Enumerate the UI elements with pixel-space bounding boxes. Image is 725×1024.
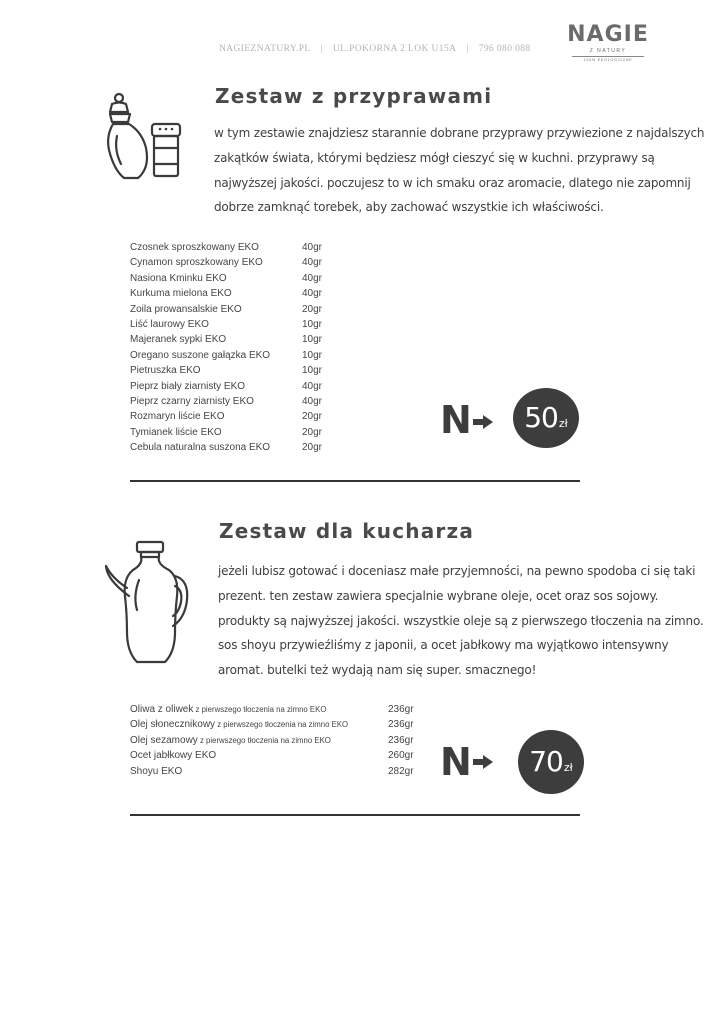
section-description xyxy=(218,559,704,683)
item-name xyxy=(130,717,348,732)
description-line: dobrze zamknąć torebek, aby zachować wszystkie ich właściwości. xyxy=(214,200,604,215)
item-name xyxy=(130,302,242,317)
salt-pepper-shakers-icon xyxy=(104,92,186,182)
item-qty: 10gr xyxy=(302,349,323,361)
brand-n-letter: N xyxy=(440,398,472,442)
brand-n-letter: N xyxy=(440,740,472,784)
item-note: z pierwszego tłoczenia na zimno EKO xyxy=(197,735,331,745)
list-item xyxy=(130,748,430,763)
item-qty: 282gr xyxy=(388,765,414,777)
list-item xyxy=(130,271,350,286)
item-name-text: Tymianek liście EKO xyxy=(130,426,222,438)
price-currency: zł xyxy=(563,761,573,774)
section-title: Zestaw dla kucharza xyxy=(219,519,475,543)
logo-sub: Z NATURY xyxy=(589,48,627,54)
item-qty: 40gr xyxy=(302,380,323,392)
item-name-text: Nasiona Kminku EKO xyxy=(130,272,227,284)
item-name-text: Olej sezamowy xyxy=(130,734,198,746)
price-amount: 50 xyxy=(524,401,558,434)
item-name xyxy=(130,764,182,779)
price-badge xyxy=(518,730,584,794)
website-text: NAGIEZNATURY.PL xyxy=(219,44,311,54)
oil-jug-icon xyxy=(103,540,191,664)
description-line: jeżeli lubisz gotować i doceniasz małe przyjemności, na pewno spodoba ci się taki xyxy=(218,564,696,578)
section-divider xyxy=(130,480,580,482)
separator: | xyxy=(320,44,323,54)
list-item xyxy=(130,702,430,717)
item-name-text: Olej słonecznikowy xyxy=(130,719,216,731)
description-line: najwyższej jakości. poczujesz to w ich smaku oraz aromacie, dlatego nie zapomnij xyxy=(214,175,691,190)
item-note: z pierwszego tłoczenia na zimno EKO xyxy=(193,705,327,714)
item-qty: 20gr xyxy=(302,426,323,438)
item-name xyxy=(130,317,209,332)
price-currency: zł xyxy=(558,417,568,430)
section-divider xyxy=(130,814,580,816)
item-name xyxy=(130,255,263,270)
logo-tag: 100% EKOLOGICZNE xyxy=(572,56,644,62)
item-name xyxy=(130,409,224,424)
item-name-text: Oregano suszone gałązka EKO xyxy=(130,349,271,361)
list-item xyxy=(130,717,430,732)
phone-text: 796 080 088 xyxy=(478,44,531,54)
item-name-text: Liść laurowy EKO xyxy=(130,318,209,330)
item-name-text: Pieprz czarny ziarnisty EKO xyxy=(130,395,254,407)
item-name xyxy=(130,702,326,717)
item-qty: 20gr xyxy=(302,303,323,315)
item-name xyxy=(130,394,254,409)
list-item xyxy=(130,302,350,317)
list-item xyxy=(130,409,350,424)
list-item xyxy=(130,348,350,363)
list-item xyxy=(130,317,350,332)
item-qty: 236gr xyxy=(388,704,414,715)
item-name-text: Zoila prowansalskie EKO xyxy=(130,303,242,315)
arrow-right-icon xyxy=(472,754,494,770)
item-qty: 20gr xyxy=(302,411,323,423)
item-name xyxy=(130,733,331,748)
description-line: prezent. ten zestaw zawiera specjalnie wybrane oleje, ocet oraz sos sojowy. xyxy=(218,588,659,603)
item-name xyxy=(130,440,270,455)
item-qty: 10gr xyxy=(302,318,323,330)
item-qty: 236gr xyxy=(388,734,414,746)
item-name xyxy=(130,379,245,394)
arrow-right-icon xyxy=(472,414,494,430)
list-item xyxy=(130,379,350,394)
price-amount: 70 xyxy=(529,745,563,778)
item-qty: 260gr xyxy=(388,750,414,762)
product-list xyxy=(130,702,430,779)
item-name-text: Czosnek sproszkowany EKO xyxy=(130,242,259,253)
item-name xyxy=(130,332,226,347)
description-line: w tym zestawie znajdziesz starannie dobrane przyprawy przywiezione z najdalszych xyxy=(214,126,705,140)
item-name-text: Pietruszka EKO xyxy=(130,365,201,377)
list-item xyxy=(130,394,350,409)
price-badge xyxy=(513,388,579,448)
contact-bar xyxy=(219,44,531,54)
description-line: sos shoyu przywieźliśmy z japonii, a ocet jabłkowy ma wyjątkowo intensywny xyxy=(218,638,669,653)
list-item xyxy=(130,440,350,455)
item-qty: 40gr xyxy=(302,288,323,300)
description-line: zakątków świata, którymi będziesz mógł cieszyć się w kuchni. przyprawy są xyxy=(214,150,655,165)
item-name-text: Rozmaryn liście EKO xyxy=(130,411,225,423)
product-list xyxy=(130,240,350,455)
item-name xyxy=(130,363,201,378)
item-note: z pierwszego tłoczenia na zimno EKO xyxy=(215,720,349,730)
item-name-text: Kurkuma mielona EKO xyxy=(130,288,232,300)
item-name-text: Shoyu EKO xyxy=(130,765,183,777)
item-qty: 40gr xyxy=(302,257,323,269)
description-line: aromat. butelki też wydają nam się super. smacznego! xyxy=(218,663,537,678)
list-item xyxy=(130,286,350,301)
brand-logo xyxy=(566,24,650,62)
list-item xyxy=(130,255,350,270)
item-name xyxy=(130,748,216,763)
item-name xyxy=(130,286,232,301)
list-item xyxy=(130,240,350,255)
item-qty: 20gr xyxy=(302,442,323,454)
list-item xyxy=(130,764,430,779)
item-qty: 10gr xyxy=(302,334,323,346)
address-text: UL.POKORNA 2 LOK U15A xyxy=(332,44,457,54)
item-qty: 236gr xyxy=(388,719,414,731)
item-name xyxy=(130,348,270,363)
item-name xyxy=(130,271,227,286)
list-item xyxy=(130,332,350,347)
item-name-text: Cynamon sproszkowany EKO xyxy=(130,257,263,269)
item-name-text: Ocet jabłkowy EKO xyxy=(130,750,217,762)
list-item xyxy=(130,733,430,748)
item-qty: 40gr xyxy=(302,272,323,284)
section-description xyxy=(214,121,704,220)
logo-brand: NAGIE xyxy=(567,22,649,47)
item-name xyxy=(130,240,259,255)
item-qty: 40gr xyxy=(302,395,323,407)
item-qty: 10gr xyxy=(302,365,323,377)
list-item xyxy=(130,363,350,378)
item-name-text: Oliwa z oliwek xyxy=(130,704,194,715)
section-title: Zestaw z przyprawami xyxy=(215,84,493,108)
item-name-text: Cebula naturalna suszona EKO xyxy=(130,442,271,454)
item-name-text: Pieprz biały ziarnisty EKO xyxy=(130,380,246,392)
item-qty: 40gr xyxy=(302,242,323,253)
list-item xyxy=(130,425,350,440)
separator: | xyxy=(466,44,469,54)
item-name xyxy=(130,425,222,440)
item-name-text: Majeranek sypki EKO xyxy=(130,334,227,346)
description-line: produkty są najwyższej jakości. wszystkie oleje są z pierwszego tłoczenia na zimno. xyxy=(218,613,704,628)
